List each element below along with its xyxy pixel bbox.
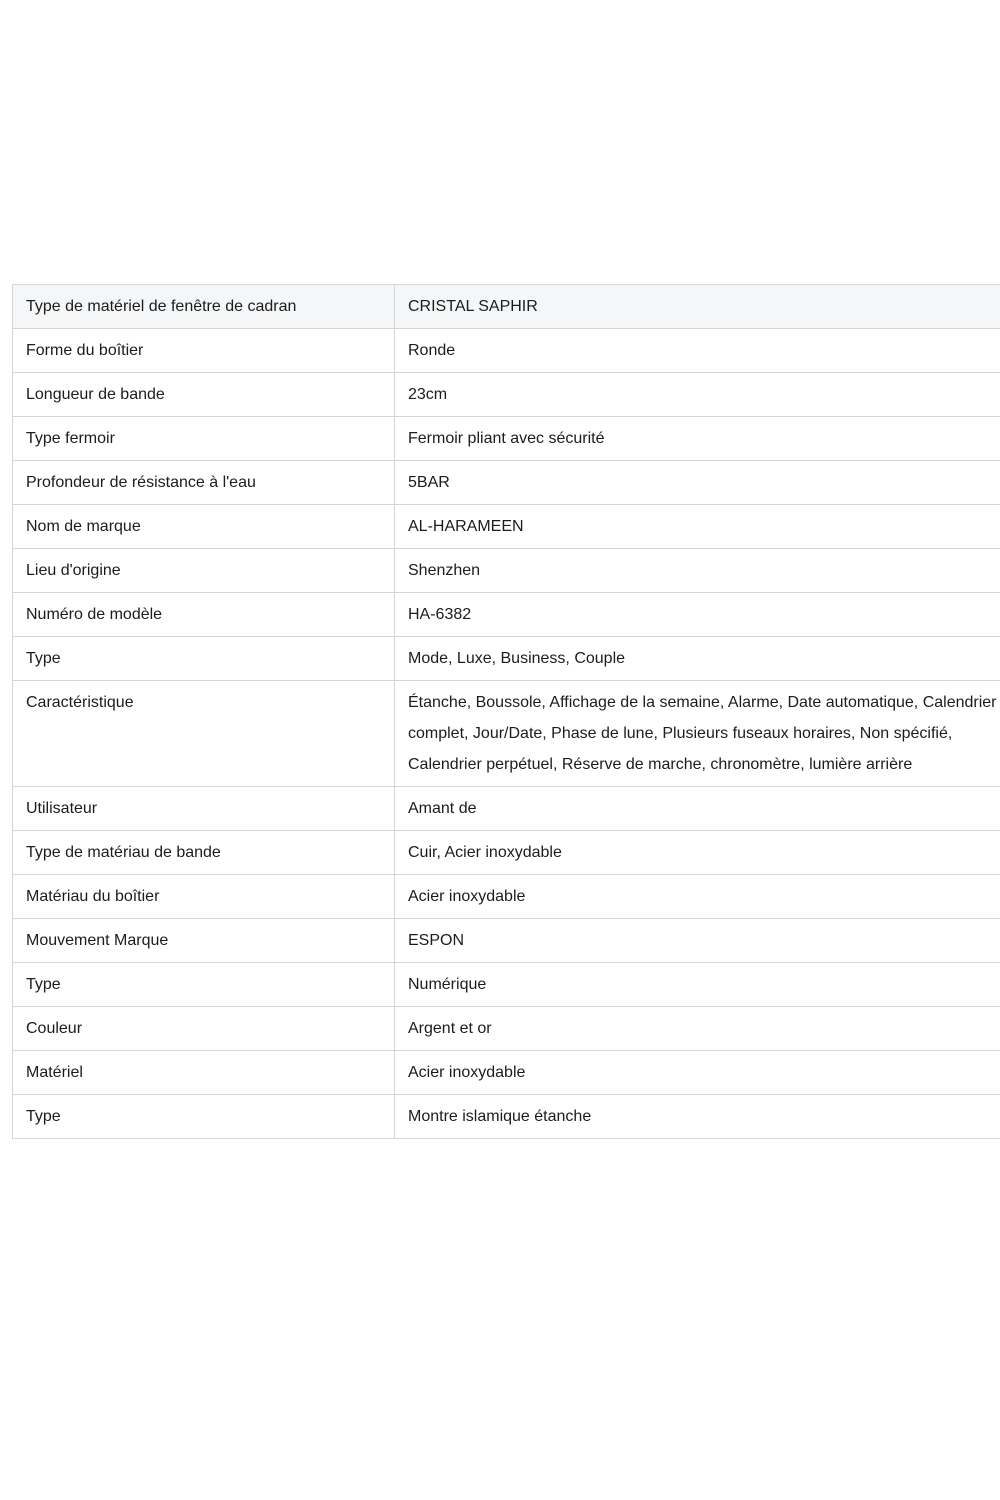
- spec-value: Montre islamique étanche: [395, 1095, 1000, 1139]
- spec-label: Type de matériel de fenêtre de cadran: [13, 285, 395, 329]
- spec-value: Ronde: [395, 329, 1000, 373]
- spec-row: [13, 787, 1000, 831]
- spec-value: HA-6382: [395, 593, 1000, 637]
- product-specs-table: [12, 284, 1000, 1139]
- spec-row: [13, 637, 1000, 681]
- spec-value: Numérique: [395, 963, 1000, 1007]
- spec-label: Type fermoir: [13, 417, 395, 461]
- spec-row: [13, 461, 1000, 505]
- spec-label: Profondeur de résistance à l'eau: [13, 461, 395, 505]
- spec-row: [13, 505, 1000, 549]
- spec-value: 5BAR: [395, 461, 1000, 505]
- spec-row: [13, 285, 1000, 329]
- spec-label: Forme du boîtier: [13, 329, 395, 373]
- spec-row: [13, 1095, 1000, 1139]
- spec-label: Type: [13, 963, 395, 1007]
- spec-row: [13, 831, 1000, 875]
- spec-row: [13, 549, 1000, 593]
- spec-label: Couleur: [13, 1007, 395, 1051]
- spec-value: Fermoir pliant avec sécurité: [395, 417, 1000, 461]
- spec-row: [13, 1007, 1000, 1051]
- spec-label: Type: [13, 637, 395, 681]
- spec-row: [13, 681, 1000, 787]
- product-specs-section: [12, 284, 1000, 1139]
- spec-value: Étanche, Boussole, Affichage de la semaine, Alarme, Date automatique, Calendrier complet, Jour/Date, Phase de lune, Plusieurs fuseaux horaires, Non spécifié, Calendrier perpétuel, Réserve de marche, chronomètre, lumière arrière: [395, 681, 1000, 787]
- spec-label: Nom de marque: [13, 505, 395, 549]
- spec-value: Shenzhen: [395, 549, 1000, 593]
- spec-label: Type de matériau de bande: [13, 831, 395, 875]
- spec-value: Mode, Luxe, Business, Couple: [395, 637, 1000, 681]
- spec-value: Amant de: [395, 787, 1000, 831]
- spec-value: Acier inoxydable: [395, 875, 1000, 919]
- spec-value: Argent et or: [395, 1007, 1000, 1051]
- spec-label: Utilisateur: [13, 787, 395, 831]
- spec-row: [13, 329, 1000, 373]
- spec-label: Type: [13, 1095, 395, 1139]
- spec-value: 23cm: [395, 373, 1000, 417]
- spec-row: [13, 1051, 1000, 1095]
- spec-value: Acier inoxydable: [395, 1051, 1000, 1095]
- spec-label: Matériel: [13, 1051, 395, 1095]
- spec-row: [13, 593, 1000, 637]
- spec-row: [13, 417, 1000, 461]
- spec-label: Matériau du boîtier: [13, 875, 395, 919]
- spec-row: [13, 963, 1000, 1007]
- spec-row: [13, 875, 1000, 919]
- spec-label: Mouvement Marque: [13, 919, 395, 963]
- spec-value: Cuir, Acier inoxydable: [395, 831, 1000, 875]
- spec-value: AL-HARAMEEN: [395, 505, 1000, 549]
- spec-label: Caractéristique: [13, 681, 395, 787]
- spec-label: Lieu d'origine: [13, 549, 395, 593]
- spec-value: CRISTAL SAPHIR: [395, 285, 1000, 329]
- spec-value: ESPON: [395, 919, 1000, 963]
- spec-row: [13, 919, 1000, 963]
- spec-row: [13, 373, 1000, 417]
- spec-label: Numéro de modèle: [13, 593, 395, 637]
- spec-label: Longueur de bande: [13, 373, 395, 417]
